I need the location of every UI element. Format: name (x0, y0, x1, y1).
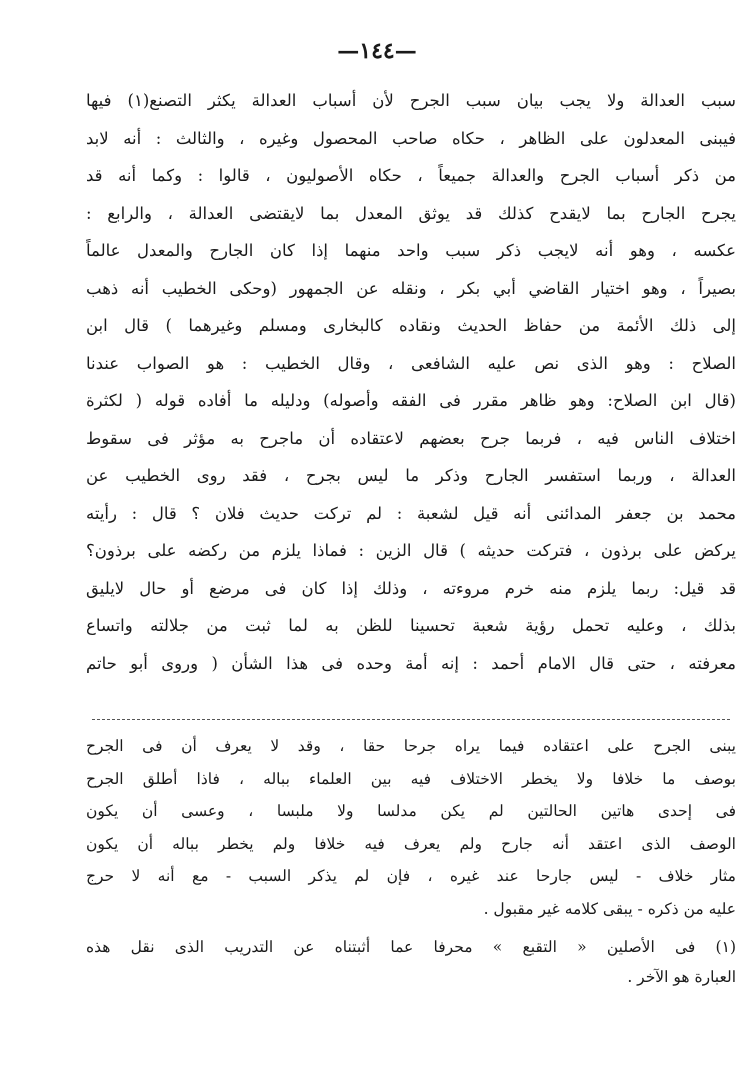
footnote-line: (١) فى الأصلين « التقبع » محرفا عما أثبتناه عن التدريب الذى نقل هذه (86, 938, 736, 956)
page-number: —١٤٤— (337, 38, 417, 64)
body-line: يجرح الجارح بما لايقدح كذلك قد يوثق المعدل بما لايقتضى العدالة ، والرابع : (86, 203, 736, 223)
footnote (86, 932, 736, 992)
continuation-line: عليه من ذكره - يبقى كلامه غير مقبول . (483, 899, 736, 918)
footnote-continuation-text (86, 730, 736, 925)
main-body-text (86, 82, 736, 682)
continuation-line: مثار خلاف - ليس جارحا عند غيره ، فإن لم يذكر السبب - مع أنه لا حرج (86, 867, 736, 885)
continuation-line: يبنى الجرح على اعتقاده فيما يراه جرحا حقا ، وقد لا يعرف أن فى الجرح (86, 737, 736, 755)
body-line: بصيراً ، وهو اختيار القاضي أبي بكر ، ونقله عن الجمهور (وحكى الخطيب أنه ذهب (86, 278, 736, 298)
body-line: معرفته ، حتى قال الامام أحمد : إنه أمة وحده فى هذا الشأن ( وروى أبو حاتم (86, 653, 736, 673)
body-line: اختلاف الناس فيه ، فربما جرح بعضهم لاعتقاده أن ماجرح به مؤثر فى سقوط (86, 428, 736, 448)
body-line: قد قيل: ربما يلزم منه خرم مروءته ، وذلك إذا كان فى مرضع أو حال لايليق (86, 578, 736, 598)
body-line: فيبنى المعدلون على الظاهر ، حكاه صاحب المحصول وغيره ، والثالث : أنه لابد (86, 128, 736, 148)
continuation-line: الوصف الذى اعتقد أنه جارح ولم يعرف فيه خلافا ولم يخطر بباله أن يكون (86, 834, 736, 853)
body-line: من ذكر أسباب الجرح والعدالة جميعاً ، حكاه الأصوليون ، قالوا : وكما أنه قد (86, 166, 736, 185)
continuation-line: بوصف ما خلافا ولا يخطر الاختلاف فيه بين العلماء بباله ، فاذا أطلق الجرح (86, 769, 736, 788)
body-line: سبب العدالة ولا يجب بيان سبب الجرح لأن أسباب العدالة يكثر التصنع(١) فيها (86, 91, 736, 110)
body-line: الصلاح : وهو الذى نص عليه الشافعى ، وقال الخطيب : هو الصواب عندنا (86, 353, 736, 373)
body-line: العدالة ، وربما استفسر الجارح وذكر ما ليس بجرح ، فقد روى الخطيب عن (86, 466, 736, 485)
body-line: يركض على برذون ، فتركت حديثه ) قال الزين : فماذا يلزم من ركضه على برذون؟ (86, 541, 736, 560)
body-line: (قال ابن الصلاح: وهو ظاهر مقرر فى الفقه وأصوله) ودليله ما أفاده قوله ( لكثرة (86, 391, 736, 410)
footnote-divider (92, 719, 730, 720)
body-line: إلى ذلك الأئمة من حفاظ الحديث ونقاده كالبخارى ومسلم وغيرهما ) قال ابن (86, 316, 736, 335)
body-line: بذلك ، وعليه تحمل رؤية شعبة تحسينا للظن به لما ثبت من جلالته واتساع (86, 616, 736, 635)
body-line: عكسه ، وهو أنه لايجب ذكر سبب واحد منهما إذا كان الجارح والمعدل عالماً (86, 241, 736, 260)
footnote-line: العبارة هو الآخر . (627, 968, 736, 986)
continuation-line: فى إحدى هاتين الحالتين لم يكن مدلسا ولا ملبسا ، وعسى أن يكون (86, 802, 736, 820)
body-line: محمد بن جعفر المدائنى أنه قيل لشعبة : لم تركت حديث فلان ؟ قال : رأيته (86, 503, 736, 523)
